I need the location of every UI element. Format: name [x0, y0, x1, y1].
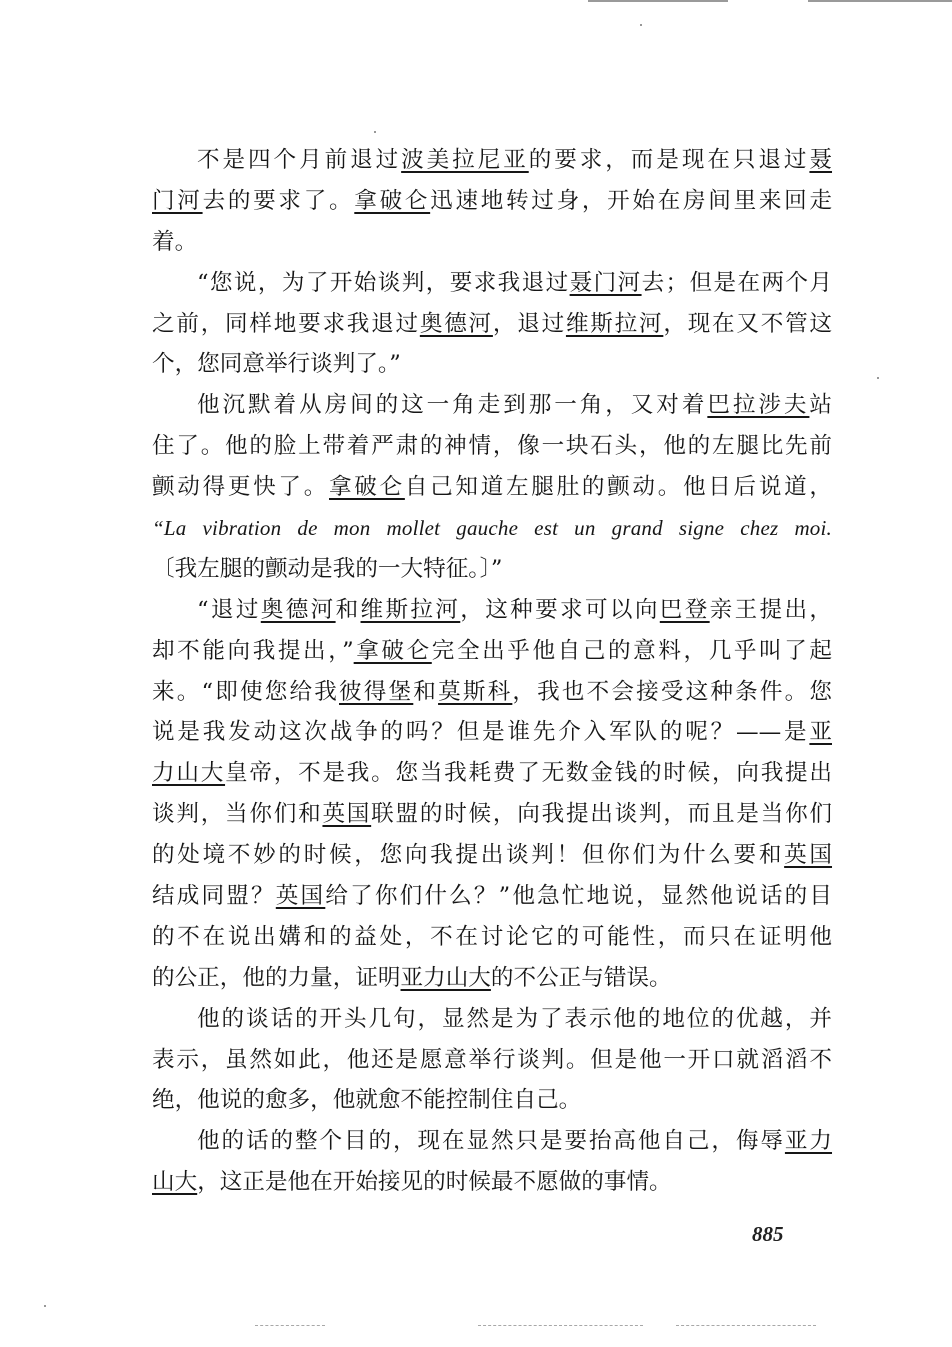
- proper-noun: 维斯拉河: [360, 596, 461, 623]
- text-segment: 迅速地转过身，开始在房间里来回走: [430, 187, 833, 214]
- bottom-edge-rule-left: [255, 1325, 325, 1327]
- text-segment: 个，您同意举行谈判了。”: [152, 351, 401, 378]
- proper-noun: 维斯拉河: [565, 310, 664, 337]
- text-line: [152, 181, 832, 222]
- bottom-edge-rule-middle: [478, 1325, 643, 1327]
- top-edge-rule-right: [808, 0, 952, 2]
- book-page-body: [152, 140, 832, 1203]
- text-segment: 着。: [152, 228, 198, 255]
- text-line: [152, 304, 832, 345]
- text-line: [152, 958, 832, 999]
- text-segment: 住了。他的脸上带着严肃的神情，像一块石头，他的左腿比先前: [152, 433, 832, 460]
- text-segment: 他的话的整个目的，现在显然只是要抬高他自己，侮辱: [197, 1128, 785, 1155]
- proper-noun: 彼得堡: [339, 678, 414, 705]
- paragraph: [152, 590, 832, 999]
- text-segment: 皇帝，不是我。您当我耗费了无数金钱的时候，向我提出: [225, 760, 833, 787]
- proper-noun: 聂门河: [569, 269, 642, 296]
- text-segment: 去；但是在两个月: [641, 269, 833, 296]
- text-segment: 的公正，他的力量，证明: [152, 964, 401, 991]
- bottom-edge-rule-right: [676, 1325, 816, 1327]
- text-line: [152, 549, 832, 590]
- paragraph: [152, 140, 832, 263]
- text-segment: 绝，他说的愈多，他就愈不能控制住自己。: [152, 1087, 582, 1114]
- proper-noun: 亚: [809, 719, 832, 746]
- text-segment: ，现在又不管这: [663, 310, 833, 337]
- text-segment: 完全出乎他自己的意料，几乎叫了起: [431, 637, 832, 664]
- scan-speck: [877, 377, 879, 379]
- text-line: [152, 426, 832, 467]
- text-segment: 联盟的时候，向我提出谈判，而且是当你们: [371, 801, 833, 828]
- proper-noun: 波美拉尼亚: [401, 147, 529, 173]
- proper-noun: 山大: [152, 1169, 198, 1196]
- text-segment: 和: [413, 678, 439, 705]
- text-segment: 〔我左腿的颤动是我的一大特征。〕”: [152, 555, 503, 582]
- proper-noun: 力山大: [152, 760, 226, 787]
- text-segment: ，我也不会接受这种条件。您: [512, 678, 833, 705]
- text-segment: 表示，虽然如此，他还是愿意举行谈判。但是他一开口就滔滔不: [152, 1046, 832, 1073]
- text-segment: 亲王提出，: [709, 596, 832, 623]
- text-line: [152, 508, 832, 549]
- proper-noun: 巴拉涉夫: [707, 392, 810, 419]
- text-line: [152, 835, 832, 876]
- text-segment: “退过: [197, 596, 261, 623]
- proper-noun: 聂: [809, 147, 833, 173]
- proper-noun: 英国: [322, 801, 372, 828]
- text-segment: 他沉默着从房间的这一角走到那一角，又对着: [197, 392, 708, 419]
- text-segment: 结成同盟？: [152, 883, 276, 910]
- text-segment: 说是我发动这次战争的吗？但是谁先介入军队的呢？——是: [152, 719, 810, 746]
- text-segment: “您说，为了开始谈判，要求我退过: [197, 269, 570, 296]
- text-line: [152, 999, 832, 1040]
- paragraph: [152, 1121, 832, 1203]
- text-segment: 他的谈话的开头几句，显然是为了表示他的地位的优越，并: [197, 1005, 832, 1032]
- scan-speck: [374, 131, 376, 133]
- text-segment: 的要求，而是现在只退过: [528, 147, 810, 173]
- text-segment: 谈判，当你们和: [152, 801, 323, 828]
- text-line: [152, 263, 832, 304]
- paragraph: [152, 999, 832, 1122]
- proper-noun: 拿破仑: [353, 637, 432, 664]
- proper-noun: 英国: [784, 842, 833, 869]
- proper-noun: 奥德河: [260, 596, 336, 623]
- proper-noun: 奥德河: [419, 310, 493, 337]
- text-line: [152, 876, 832, 917]
- text-segment: 的处境不妙的时候，您向我提出谈判！但你们为什么要和: [152, 842, 785, 869]
- text-segment: 颤动得更快了。: [152, 474, 329, 501]
- text-line: [152, 140, 832, 181]
- text-segment: 的不在说出媾和的益处，不在讨论它的可能性，而只在证明他: [152, 923, 832, 950]
- text-line: [152, 1080, 832, 1121]
- text-segment: 和: [335, 596, 361, 623]
- text-segment: 之前，同样地要求我退过: [152, 310, 420, 337]
- text-segment: 不是四个月前退过: [197, 147, 402, 173]
- text-line: [152, 712, 832, 753]
- text-line: [152, 385, 832, 426]
- text-line: [152, 1040, 832, 1081]
- scan-speck: [640, 24, 642, 26]
- proper-noun: 拿破仑: [354, 187, 431, 214]
- proper-noun: 门河: [152, 187, 203, 214]
- text-line: [152, 917, 832, 958]
- text-segment: 给了你们什么？”他急忙地说，显然他说话的目: [325, 883, 833, 910]
- proper-noun: 巴登: [659, 596, 710, 623]
- text-line: [152, 672, 832, 713]
- proper-noun: 亚力: [784, 1128, 833, 1155]
- page-number: 885: [752, 1222, 784, 1246]
- text-line: [152, 794, 832, 835]
- paragraph: [152, 263, 832, 386]
- scan-speck: [44, 1305, 46, 1307]
- proper-noun: 拿破仑: [329, 474, 405, 501]
- text-segment: ，退过: [492, 310, 566, 337]
- text-segment: 的不公正与错误。: [490, 964, 672, 991]
- text-segment: 来。“即使您给我: [152, 678, 340, 705]
- proper-noun: 英国: [275, 883, 326, 910]
- text-segment: 站: [809, 392, 833, 419]
- text-segment: 自己知道左腿肚的颤动。他日后说道，: [404, 474, 833, 501]
- text-segment: “La vibration de mon mollet gauche est un grand signe chez moi.: [152, 516, 832, 541]
- text-segment: 去的要求了。: [202, 187, 355, 214]
- proper-noun: 莫斯科: [438, 678, 513, 705]
- text-line: [152, 1121, 832, 1162]
- proper-noun: 亚力山大: [400, 964, 491, 991]
- text-line: [152, 631, 832, 672]
- text-line: [152, 590, 832, 631]
- text-segment: 却不能向我提出，”: [152, 637, 354, 664]
- text-line: [152, 753, 832, 794]
- text-line: [152, 1162, 832, 1203]
- paragraph: [152, 385, 832, 589]
- text-line: [152, 467, 832, 508]
- text-segment: ，这种要求可以向: [460, 596, 660, 623]
- top-edge-rule-left: [588, 0, 728, 2]
- text-line: [152, 344, 832, 385]
- text-line: [152, 222, 832, 263]
- text-segment: ，这正是他在开始接见的时候最不愿做的事情。: [197, 1169, 672, 1196]
